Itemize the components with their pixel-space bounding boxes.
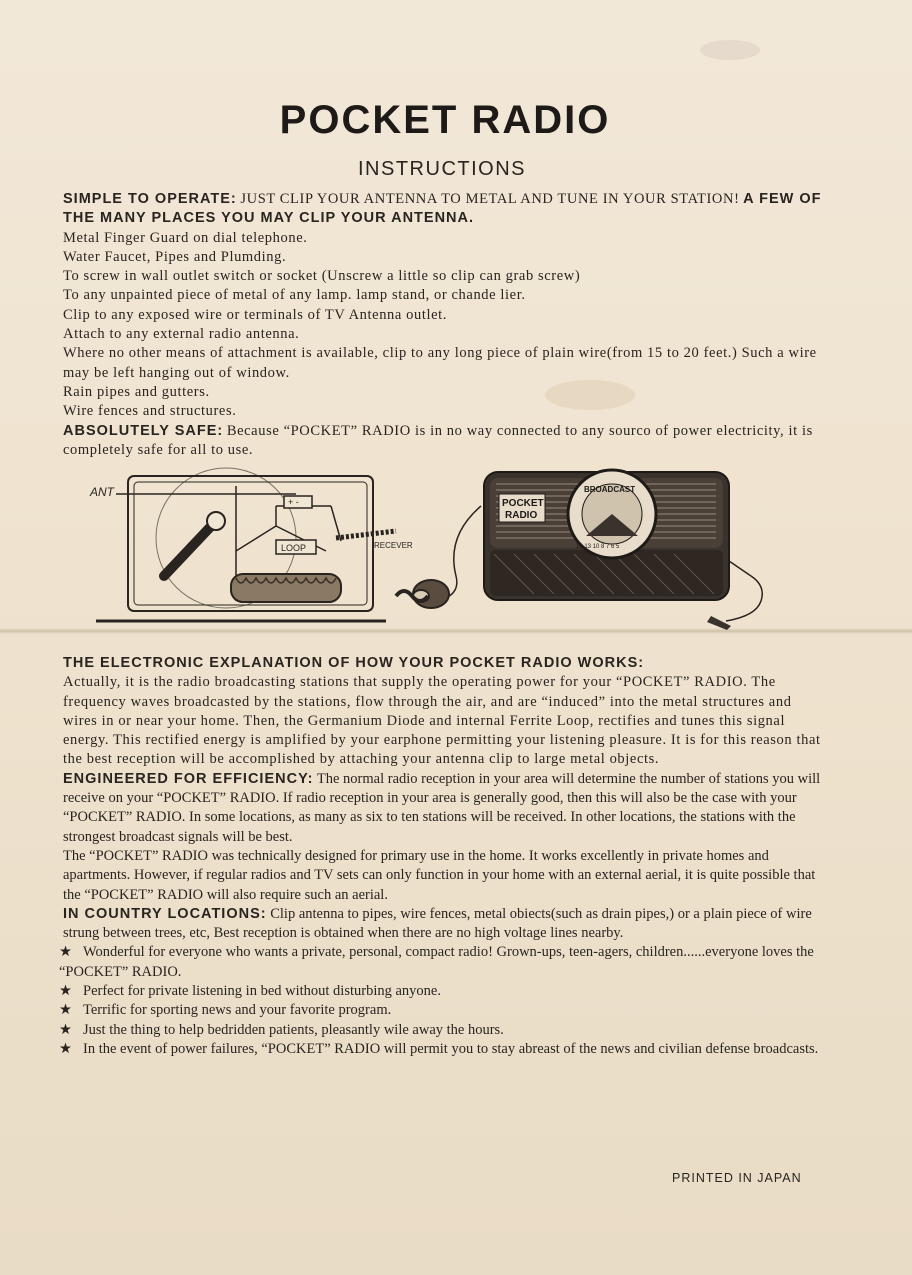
receiver-label: RECEVER — [374, 541, 413, 550]
explanation-section — [59, 654, 827, 1059]
ant-label: ANT — [90, 485, 114, 499]
bullet-item — [59, 982, 827, 1001]
dial-label: BROADCAST — [584, 485, 636, 494]
engineered-text: The normal radio reception in your area will determine the number of stations you will receive on your “POCKET” RADIO. If radio reception in your area is generally good, then this will also be the case with your “POCKET” RADIO. In some locations, as many as six to ten stations will be received. In other locations, the stations with the strongest broadcast signals will be best. — [63, 770, 821, 845]
loop-label: LOOP — [281, 543, 307, 553]
electronic-text: Actually, it is the radio broadcasting stations that supply the operating power for your “POCKET” RADIO. The frequency waves broadcasted by the stations, flow through the air, and are “induced” into the metal structures and wires in or near your home. Then, the Germanium Diode and internal Ferrite Loop, rectifies and tunes this signal energy. This rectified energy is amplified by your earphone permitting your listening pleasure. It is for this reason that the best reception will be accomplished by attaching your antenna clip to large metal objects. — [63, 674, 821, 768]
plus-minus-label: + - — [288, 497, 299, 507]
place-item: Rain pipes and gutters. — [63, 383, 210, 400]
paper-stain — [700, 40, 760, 60]
place-item: Water Faucet, Pipes and Plumding. — [63, 248, 287, 265]
earphone — [396, 506, 481, 608]
country-paragraph — [63, 905, 827, 944]
star-icon: ★ — [59, 1040, 72, 1057]
place-item: To any unpainted piece of metal of any lamp. lamp stand, or chande lier. — [63, 287, 526, 304]
places-heading: A FEW OF THE MANY PLACES YOU MAY CLIP YOUR ANTENNA. — [63, 191, 822, 227]
bullet-item — [59, 943, 827, 982]
place-item: To screw in wall outlet switch or socket (Unscrew a little so clip can grab screw) — [63, 268, 581, 285]
star-icon: ★ — [59, 944, 72, 961]
radio-body — [484, 470, 762, 630]
radio-label-1: POCKET — [502, 498, 544, 509]
bullet-item — [59, 1021, 827, 1040]
simple-text: JUST CLIP YOUR ANTENNA TO METAL AND TUNE IN YOUR STATION! — [240, 191, 740, 207]
electronic-heading: THE ELECTRONIC EXPLANATION OF HOW YOUR POCKET RADIO WORKS: — [63, 655, 645, 671]
bullets-list — [59, 943, 827, 1059]
bullet-text: In the event of power failures, “POCKET” RADIO will permit you to stay abreast of the news and civilian defense broadcasts. — [83, 1040, 819, 1057]
radio-label-2: RADIO — [505, 510, 538, 521]
bullet-text: Terrific for sporting news and your favorite program. — [83, 1002, 392, 1019]
page-title: POCKET RADIO — [279, 98, 611, 142]
place-item: Metal Finger Guard on dial telephone. — [63, 229, 308, 246]
star-icon: ★ — [59, 1002, 72, 1019]
star-icon: ★ — [59, 1021, 72, 1038]
printed-in-japan: PRINTED IN JAPAN — [672, 1171, 802, 1185]
circuit-schematic — [96, 468, 396, 621]
safe-heading: ABSOLUTELY SAFE: — [63, 422, 224, 439]
bullet-item — [59, 1001, 827, 1020]
place-item: Where no other means of attachment is available, clip to any long piece of plain wire(from 15 to 20 feet.) Such a wire may be left hanging out of window. — [63, 345, 817, 381]
simple-heading: SIMPLE TO OPERATE: — [63, 191, 237, 207]
country-text: Clip antenna to pipes, wire fences, metal obiects(such as drain pipes,) or a plain piece of wire strung between trees, etc, Best reception is obtained when there are no high voltage lines nearby. — [63, 905, 812, 942]
place-item: Clip to any exposed wire or terminals of TV Antenna outlet. — [63, 306, 448, 323]
country-heading: IN COUNTRY LOCATIONS: — [63, 905, 267, 922]
place-item: Wire fences and structures. — [63, 403, 237, 420]
radio-illustration — [86, 466, 796, 641]
place-item: Attach to any external radio antenna. — [63, 326, 300, 343]
bullet-text: Wonderful for everyone who wants a private, personal, compact radio! Grown-ups, teen-agers, children......everyone loves the “POCKET” RADIO. — [59, 944, 814, 980]
engineered-heading: ENGINEERED FOR EFFICIENCY: — [63, 770, 314, 787]
simple-section — [63, 190, 827, 460]
safe-paragraph — [63, 422, 827, 461]
page-subtitle: INSTRUCTIONS — [358, 158, 526, 180]
bullet-text: Just the thing to help bedridden patients, pleasantly wile away the hours. — [83, 1021, 504, 1038]
engineered-text-2: The “POCKET” RADIO was technically designed for primary use in the home. It works excellently in private homes and apartments. However, if regular radios and TV sets can only function in your home with an external aerial, it is quite possible that the “POCKET” RADIO will also require such an aerial. — [63, 847, 816, 903]
bullet-text: Perfect for private listening in bed without disturbing anyone. — [83, 983, 441, 1000]
places-list — [63, 229, 827, 422]
dial-numbers: 16 13 10 8 7 6 5 — [576, 544, 620, 550]
safe-text: Because “POCKET” RADIO is in no way connected to any sourco of power electricity, it is completely safe for all to use. — [63, 422, 813, 458]
engineered-paragraph — [63, 770, 827, 847]
simple-paragraph — [63, 190, 827, 229]
star-icon: ★ — [59, 983, 72, 1000]
bullet-item — [59, 1040, 827, 1059]
